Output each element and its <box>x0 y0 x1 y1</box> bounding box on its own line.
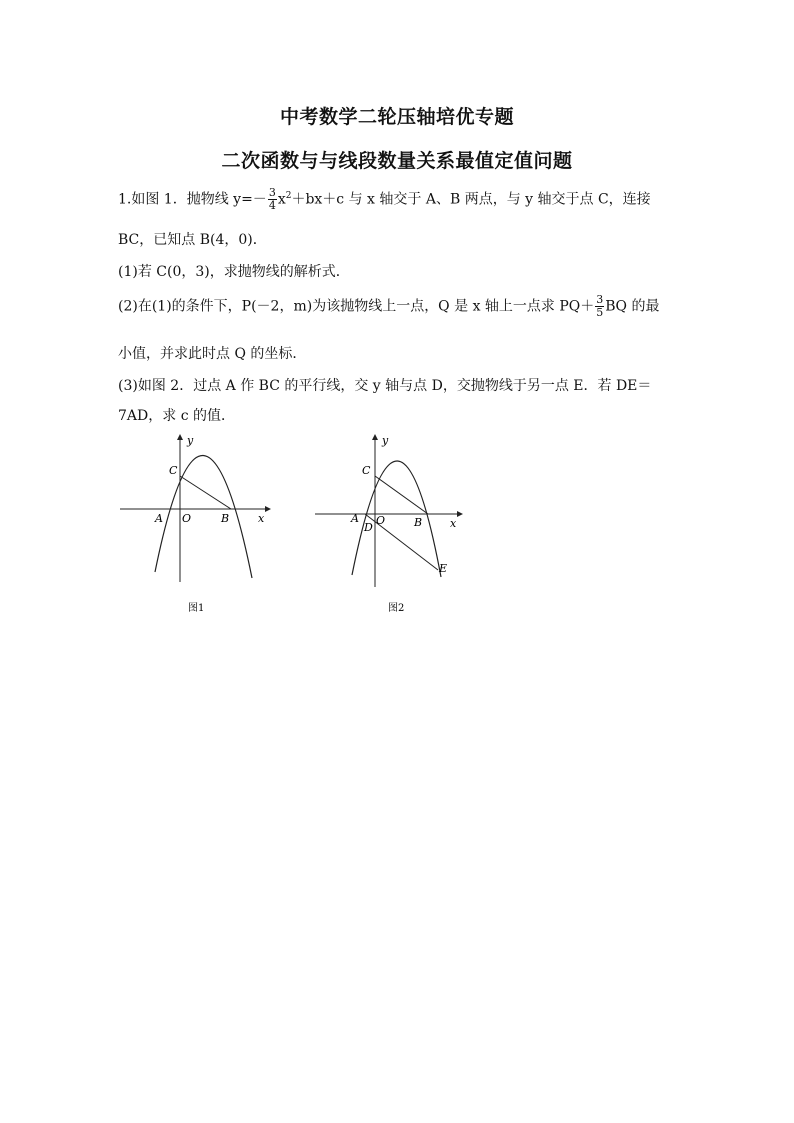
document-subtitle: 二次函数与与线段数量关系最值定值问题 <box>221 150 573 172</box>
fraction <box>595 294 604 319</box>
question-text: 1.如图 1．抛物线 y=－ <box>118 191 267 208</box>
segment-bc <box>375 476 428 514</box>
figure-2 <box>310 430 470 624</box>
x-axis-arrow <box>265 506 271 512</box>
fraction-denominator: 5 <box>596 306 604 319</box>
parabola <box>352 461 441 577</box>
question-text: ＋bx＋c 与 x 轴交于 A、B 两点，与 y 轴交于点 C，连接 <box>291 191 651 208</box>
label-x: x <box>450 517 457 530</box>
figure-caption: 图2 <box>388 603 405 614</box>
question-line-1 <box>118 187 651 212</box>
label-d: D <box>364 521 373 534</box>
fraction-numerator: 3 <box>268 186 276 199</box>
exponent: 2 <box>285 190 292 201</box>
label-e: E <box>439 562 448 575</box>
question-text: (2)在(1)的条件下，P(－2，m)为该抛物线上一点，Q 是 x 轴上一点求 PQ＋ <box>118 298 595 315</box>
label-y: y <box>187 434 194 447</box>
question-line-4 <box>118 294 659 319</box>
y-axis-arrow <box>372 434 378 440</box>
question-text: x <box>277 191 286 208</box>
x-axis-arrow <box>457 511 463 517</box>
figure-2-graph <box>310 430 470 620</box>
label-o: O <box>182 512 192 525</box>
label-c: C <box>169 464 178 477</box>
figure-1 <box>115 430 275 624</box>
fraction-denominator: 4 <box>268 199 276 212</box>
label-a: A <box>155 512 163 525</box>
label-a: A <box>351 512 359 525</box>
question-line-3: (1)若 C(0，3)，求抛物线的解析式． <box>118 264 350 280</box>
label-b: B <box>414 516 423 529</box>
question-line-7: 7AD，求 c 的值． <box>118 408 235 424</box>
question-line-6: (3)如图 2．过点 A 作 BC 的平行线，交 y 轴与点 D，交抛物线于另一点 E．若 DE＝ <box>118 378 652 394</box>
label-b: B <box>221 512 230 525</box>
label-o: O <box>376 514 386 527</box>
label-c: C <box>362 464 371 477</box>
figure-1-graph <box>115 430 275 620</box>
segment-bc <box>180 476 231 509</box>
document-title: 中考数学二轮压轴培优专题 <box>279 106 514 128</box>
fraction-numerator: 3 <box>596 293 604 306</box>
question-line-2: BC，已知点 B(4，0)． <box>118 232 267 248</box>
figure-caption: 图1 <box>188 603 205 614</box>
question-line-5: 小值，并求此时点 Q 的坐标． <box>118 346 307 362</box>
fraction <box>268 187 277 212</box>
label-x: x <box>258 512 265 525</box>
question-text: BQ 的最 <box>605 298 660 315</box>
y-axis-arrow <box>177 434 183 440</box>
label-y: y <box>382 434 389 447</box>
